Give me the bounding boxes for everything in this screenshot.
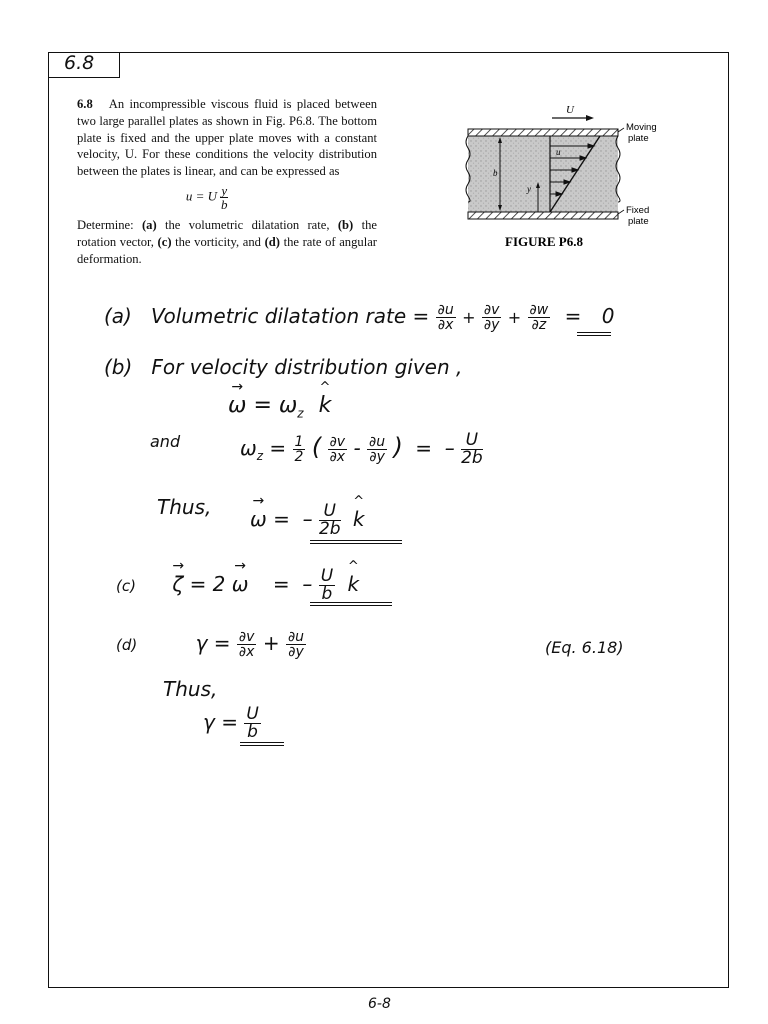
solution-b-intro [104, 355, 462, 379]
problem-tag-label: 6.8 [64, 52, 95, 74]
omega-vector-eq: → $\omega = \omega_z$ ^ k [228, 393, 331, 420]
equation-den: b [220, 196, 228, 212]
velocity-equation [37, 184, 377, 211]
problem-tag [48, 52, 120, 78]
part-d-label: (d) [264, 234, 280, 249]
moving-plate [468, 129, 618, 136]
eq-reference: (Eq. 6.18) [545, 638, 624, 657]
a-term-2: $\frac{\partial v}{\partial y}$ [483, 302, 500, 333]
k-hat: ^ k [319, 393, 332, 418]
determine-list [77, 217, 377, 267]
omega-z-eq: $\omega_z$ = $\frac{1}{2}$ ( $\frac{\partial v}{\partial x}$ - $\frac{\partial u}{\partial y}$ ) = – $\frac{U}{2b}$ [240, 430, 483, 468]
d-term-1: $\frac{\partial v}{\partial x}$ [238, 629, 255, 660]
omega-vector: → ω [228, 393, 246, 418]
figure-u-label: u [556, 147, 561, 157]
a-result-underline [577, 332, 611, 336]
solution-d: (d) γ = $\frac{\partial v}{\partial x}$ + $\frac{\partial u}{\partial y}$ [116, 629, 305, 660]
solution-b-intro-text: For velocity distribution given , [151, 355, 463, 379]
problem-body: An incompressible viscous fluid is placed between two large parallel plates as shown in Fig. P6.8. The bottom plate is fixed and the upper plate moves with a constant velocity, U. For these conditions the velocity distribution between the plates is linear, and can be expressed as [77, 97, 377, 179]
dv-dx: $\frac{\partial v}{\partial x}$ [329, 434, 346, 465]
thus-d: Thus, [163, 677, 218, 701]
part-b-label: (b) [337, 217, 354, 232]
du-dy: $\frac{\partial u}{\partial y}$ [369, 434, 386, 465]
solution-a: (a) Volumetric dilatation rate = $\frac{\partial u}{\partial x}$ + $\frac{\partial v}{\partial y}$ + $\frac{\partial w}{\partial z}$ = 0 [104, 302, 615, 333]
fixed-plate-label-2: plate [628, 216, 649, 227]
figure-caption: FIGURE P6.8 [505, 234, 583, 249]
problem-text [77, 96, 377, 180]
d-result: $\frac{U}{b}$ [246, 704, 259, 742]
part-b-text: the rotation vector, [77, 217, 377, 249]
part-a-label: (a) [141, 217, 157, 232]
fixed-plate [468, 212, 618, 219]
solution-a-text: Volumetric dilatation rate = [150, 304, 430, 328]
solution-c-label: (c) [116, 577, 136, 595]
b-result-underline [310, 540, 402, 544]
equation-num: y [221, 182, 228, 198]
wz-result: $\frac{U}{2b}$ [461, 430, 483, 468]
part-c-label: (c) [157, 234, 172, 249]
moving-plate-label-2: plate [628, 133, 649, 144]
equation-lhs: u = U [185, 188, 218, 204]
part-a-text: the volumetric dilatation rate, [165, 217, 330, 232]
c-result-underline [310, 602, 392, 606]
solution-c: (c) → ζ = 2 → ω = – $\frac{U}{b}$ ^ k [116, 568, 359, 603]
figure-U-label: U [566, 104, 574, 116]
solution-a-label: (a) [104, 304, 132, 328]
figure-y-label: y [527, 184, 531, 194]
part-c-text: the vorticity, and [175, 234, 261, 249]
gamma-final: γ = $\frac{U}{b}$ [203, 704, 259, 742]
problem-number: 6.8 [77, 97, 93, 111]
moving-plate-label-1: Moving [626, 122, 657, 133]
half-fraction: $\frac{1}{2}$ [294, 434, 304, 465]
d-term-2: $\frac{\partial u}{\partial y}$ [287, 629, 305, 660]
thus-b: Thus, [157, 495, 212, 519]
c-result: $\frac{U}{b}$ [320, 566, 334, 604]
page-number: 6-8 [368, 996, 391, 1012]
omega-final: → ω = – $\frac{U}{2b}$ ^ k [250, 503, 365, 538]
figure-p6-8 [460, 100, 690, 260]
zeta-vector: → ζ [172, 572, 183, 596]
problem-statement [77, 96, 377, 267]
a-term-1: $\frac{\partial u}{\partial x}$ [437, 302, 454, 333]
part-d-text: the rate of angular deformation. [77, 234, 377, 266]
determine-intro: Determine: [77, 217, 134, 232]
equation-fraction [220, 184, 228, 211]
fixed-plate-label-1: Fixed [626, 205, 650, 216]
figure-b-label: b [493, 168, 498, 178]
omega-final-fraction: $\frac{U}{2b}$ [318, 501, 341, 539]
d-result-underline [240, 742, 284, 746]
solution-d-label: (d) [116, 636, 138, 654]
solution-b-label: (b) [104, 355, 133, 379]
a-result: 0 [601, 304, 615, 328]
and-label: and [150, 432, 181, 451]
omega-eq-rhs: = ω [253, 393, 298, 418]
gamma-dot: γ [195, 631, 208, 655]
a-term-3: $\frac{\partial w}{\partial z}$ [529, 302, 549, 333]
